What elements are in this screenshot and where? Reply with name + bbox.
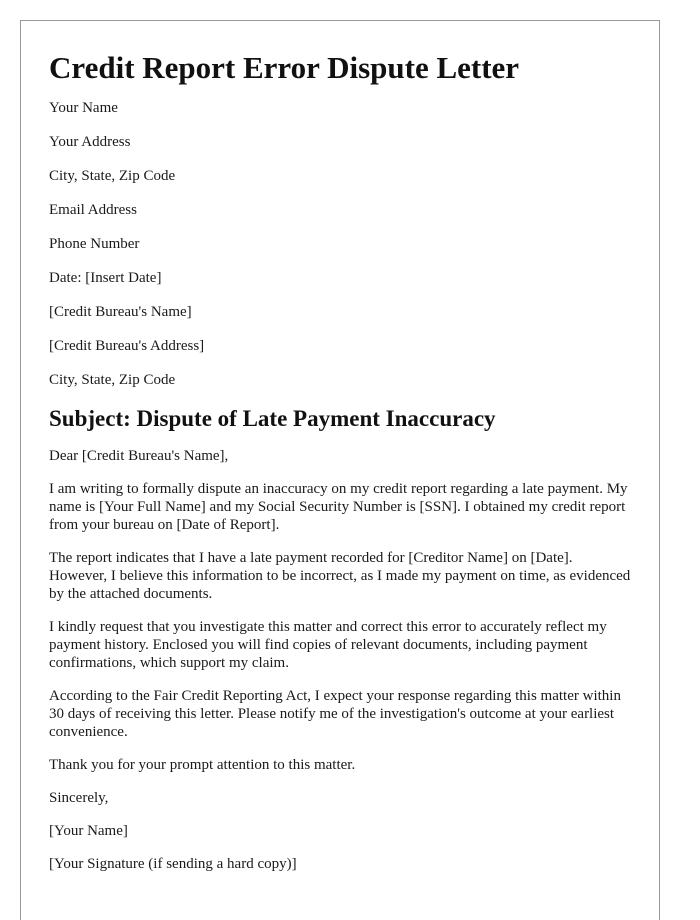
salutation: Dear [Credit Bureau's Name], [49, 448, 229, 464]
sender-phone: Phone Number [49, 236, 140, 252]
sender-name: Your Name [49, 100, 118, 116]
body-paragraph: Thank you for your prompt attention to this matter. [49, 757, 356, 773]
recipient-city: City, State, Zip Code [49, 372, 176, 388]
body-paragraph: According to the Fair Credit Reporting Act, I expect your response regarding this matter within 30 days of receiving this letter. Please notify me of the investigation's outcome at your earliest convenience. [49, 688, 621, 740]
closing: Sincerely, [49, 790, 109, 806]
subject-heading: Subject: Dispute of Late Payment Inaccuracy [49, 406, 496, 431]
letter-date: Date: [Insert Date] [49, 270, 162, 286]
sender-city: City, State, Zip Code [49, 168, 176, 184]
sender-email: Email Address [49, 202, 137, 218]
sender-block [49, 99, 631, 287]
body-paragraph: I kindly request that you investigate this matter and correct this error to accurately reflect my payment history. Enclosed you will find copies of relevant documents, including payment confirmations, which support my claim. [49, 619, 607, 671]
recipient-name: [Credit Bureau's Name] [49, 304, 192, 320]
recipient-address: [Credit Bureau's Address] [49, 338, 205, 354]
signature-name: [Your Name] [49, 823, 128, 839]
body-paragraph: I am writing to formally dispute an inaccuracy on my credit report regarding a late payment. My name is [Your Full Name] and my Social Security Number is [SSN]. I obtained my credit report from your bureau on [Date of Report]. [49, 481, 628, 533]
signature-line: [Your Signature (if sending a hard copy)] [49, 856, 297, 872]
body-paragraph: The report indicates that I have a late payment recorded for [Creditor Name] on [Date]. However, I believe this information to be incorrect, as I made my payment on time, as evidenced by the attached documents. [49, 550, 631, 602]
letter-page [20, 20, 660, 920]
letter-title: Credit Report Error Dispute Letter [49, 50, 520, 85]
recipient-block [49, 303, 631, 389]
sender-address: Your Address [49, 134, 131, 150]
